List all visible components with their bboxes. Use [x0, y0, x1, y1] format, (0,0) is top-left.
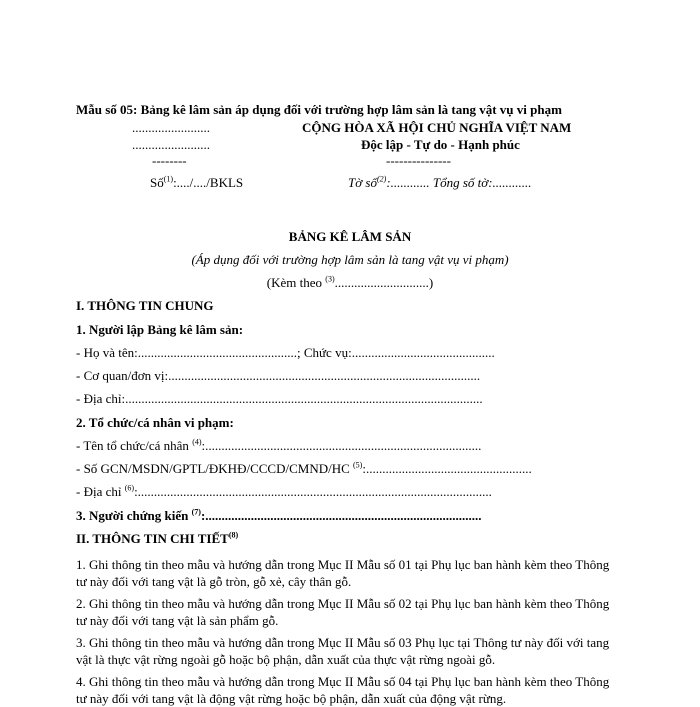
witness-sup: (7) — [191, 507, 201, 517]
document-subtitle: (Áp dụng đối với trường hợp lâm sản là tang vật vụ vi phạm) — [191, 252, 509, 267]
sheet-prefix: Tờ số — [348, 175, 377, 190]
issuer-line-2: ........................ — [132, 137, 210, 152]
attach-sup: (3) — [325, 274, 335, 284]
sheet-number — [348, 175, 532, 191]
detail-item-4: 4. Ghi thông tin theo mẫu và hướng dẫn trong Mục II Mẫu số 04 tại Phụ lục ban hành kèm theo Thông tư này đối với tang vật là động vật rừng hoặc bộ phận, dẫn xuất của động vật rừng. — [76, 674, 610, 706]
violator-id-line — [76, 461, 532, 477]
witness-suffix: :..................................................................................... — [200, 508, 482, 523]
witness-prefix: 3. Người chứng kiến — [76, 508, 189, 523]
section-2-heading-text: II. THÔNG TIN CHI TIẾT — [76, 531, 229, 546]
document-title: BẢNG KÊ LÂM SẢN — [288, 229, 412, 244]
violator-id-prefix: - Số GCN/MSDN/GPTL/ĐKHĐ/CCCD/CMND/HC — [76, 461, 350, 476]
motto-divider: --------------- — [386, 153, 451, 168]
preparer-heading: 1. Người lập Bảng kê lâm sản: — [76, 322, 244, 337]
detail-item-2: 2. Ghi thông tin theo mẫu và hướng dẫn trong Mục II Mẫu số 02 tại Phụ lục ban hành kèm theo Thông tư này đối với tang vật là sản phẩm gỗ. — [76, 596, 610, 628]
preparer-name-line: - Họ và tên:.................................................; Chức vụ:............................................ — [76, 345, 495, 360]
witness-line — [76, 508, 482, 524]
document-number — [150, 175, 243, 191]
violator-heading: 2. Tổ chức/cá nhân vi phạm: — [76, 415, 234, 430]
form-title: Mẫu số 05: Bảng kê lâm sản áp dụng đối với trường hợp lâm sản là tang vật vụ vi phạm — [76, 102, 562, 117]
violator-address-sup: (6) — [124, 483, 135, 493]
section-2-heading — [76, 531, 238, 547]
section-1-heading: I. THÔNG TIN CHUNG — [76, 298, 214, 313]
nation-title: CỘNG HÒA XÃ HỘI CHỦ NGHĨA VIỆT NAM — [302, 120, 572, 135]
section-2-heading-sup: (8) — [228, 530, 239, 540]
issuer-divider: -------- — [152, 153, 187, 168]
sheet-suffix: :............ Tổng số tờ:............ — [386, 175, 532, 190]
attach-prefix: (Kèm theo — [266, 275, 323, 290]
preparer-address-line: - Địa chỉ:.............................................................................................................. — [76, 391, 483, 406]
violator-name-suffix: :..................................................................................... — [201, 438, 482, 453]
violator-id-sup: (5) — [353, 460, 363, 470]
violator-name-sup: (4) — [192, 437, 202, 447]
preparer-agency-line: - Cơ quan/đơn vị:................................................................................................ — [76, 368, 481, 383]
violator-address-prefix: - Địa chỉ — [76, 484, 122, 499]
violator-name-line — [76, 438, 481, 454]
detail-item-3: 3. Ghi thông tin theo mẫu và hướng dẫn trong Mục II Mẫu số 03 Phụ lục tại Thông tư này đối với tang vật là thực vật rừng ngoài gỗ hoặc bộ phận, dẫn xuất của thực vật rừng ngoài gỗ. — [76, 635, 610, 667]
detail-item-1: 1. Ghi thông tin theo mẫu và hướng dẫn trong Mục II Mẫu số 01 tại Phụ lục ban hành kèm theo Thông tư này đối với tang vật là gỗ tròn, gỗ xẻ, cây thân gỗ. — [76, 557, 610, 589]
violator-id-suffix: :................................................... — [362, 461, 532, 476]
attach-suffix: .............................) — [334, 275, 434, 290]
attachment-line — [0, 275, 700, 291]
violator-address-line — [76, 484, 492, 500]
issuer-line-1: ........................ — [132, 120, 210, 135]
number-sup: (1) — [163, 174, 174, 184]
violator-name-prefix: - Tên tổ chức/cá nhân — [76, 438, 189, 453]
number-prefix: Số — [150, 175, 164, 190]
violator-address-suffix: :............................................................................................................. — [134, 484, 492, 499]
sheet-sup: (2) — [376, 174, 387, 184]
national-motto: Độc lập - Tự do - Hạnh phúc — [361, 137, 520, 152]
number-suffix: :..../..../BKLS — [173, 175, 244, 190]
